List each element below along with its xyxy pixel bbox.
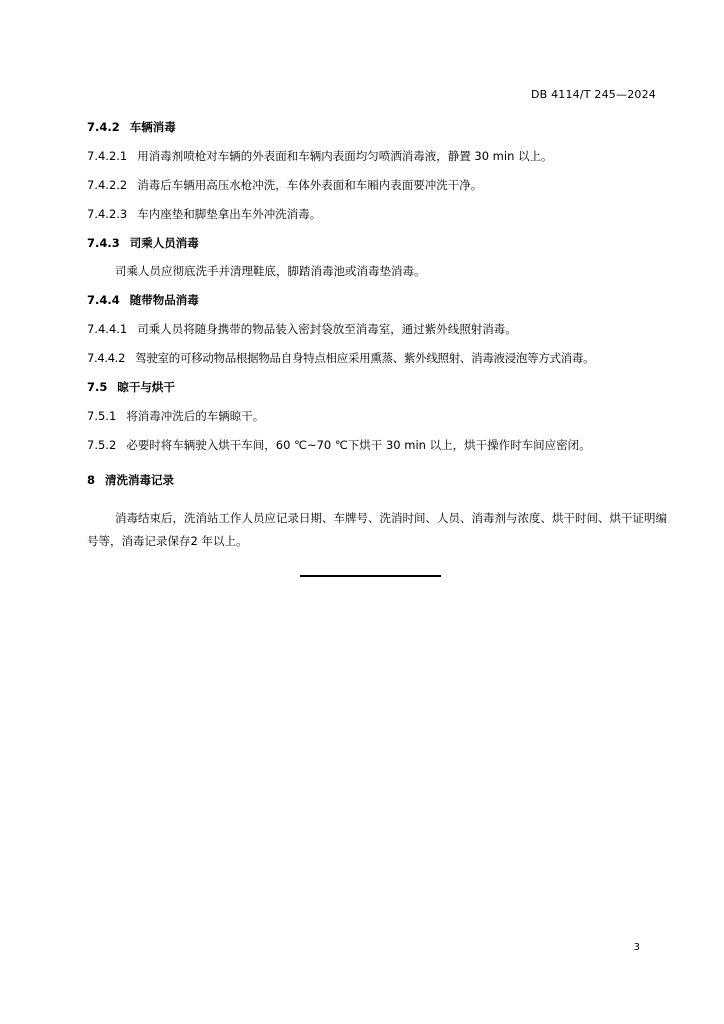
section-title: 随带物品消毒 (129, 293, 199, 307)
record-paragraph: 消毒结束后，洗消站工作人员应记录日期、车牌号、洗消时间、人员、消毒剂与浓度、烘干时间、烘干证明编号等，消毒记录保存2 年以上。 (87, 511, 667, 548)
clause-text: 车内座垫和脚垫拿出车外冲洗消毒。 (137, 207, 322, 221)
clause-text: 司乘人员将随身携带的物品装入密封袋放至消毒室，通过紫外线照射消毒。 (137, 322, 517, 336)
clause-number: 7.4.4.1 (87, 322, 128, 336)
clause-7-5-1 (87, 407, 264, 425)
clause-7-4-2-2 (87, 176, 482, 194)
section-title: 司乘人员消毒 (129, 236, 199, 250)
end-of-document-rule (300, 575, 441, 577)
clause-text: 将消毒冲洗后的车辆晾干。 (126, 409, 265, 423)
clause-7-4-2-1 (87, 147, 553, 165)
paragraph-7-4-3 (87, 262, 426, 280)
paragraph-text: 司乘人员应彻底洗手并清理鞋底，脚踏消毒池或消毒垫消毒。 (115, 264, 426, 278)
clause-7-5-2 (87, 436, 591, 454)
clause-7-4-2-3 (87, 205, 321, 223)
clause-number: 7.5.1 (87, 409, 117, 423)
clause-text: 消毒后车辆用高压水枪冲洗，车体外表面和车厢内表面要冲洗干净。 (137, 178, 483, 192)
section-title: 车辆消毒 (129, 120, 176, 134)
section-title: 晾干与烘干 (117, 380, 175, 394)
section-number: 8 (87, 473, 96, 487)
section-number: 7.4.2 (87, 120, 120, 134)
clause-number: 7.4.2.3 (87, 207, 128, 221)
clause-number: 7.5.2 (87, 438, 117, 452)
clause-text: 用消毒剂喷枪对车辆的外表面和车辆内表面均匀喷洒消毒液，静置 30 min 以上。 (137, 149, 553, 163)
clause-number: 7.4.2.1 (87, 149, 128, 163)
clause-text: 必要时将车辆驶入烘干车间，60 ℃~70 ℃下烘干 30 min 以上，烘干操作时车间应密闭。 (126, 438, 591, 452)
clause-text: 驾驶室的可移动物品根据物品自身特点相应采用熏蒸、紫外线照射、消毒液浸泡等方式消毒。 (135, 351, 595, 365)
section-number: 7.5 (87, 380, 108, 394)
section-title: 清洗消毒记录 (105, 473, 175, 487)
section-heading-7-4-3 (87, 234, 199, 252)
section-heading-7-4-4 (87, 291, 199, 309)
clause-7-4-4-2 (87, 349, 594, 367)
section-number: 7.4.4 (87, 293, 120, 307)
clause-7-4-4-1 (87, 320, 517, 338)
section-heading-8 (87, 471, 174, 489)
standard-code: DB 4114/T 245—2024 (530, 88, 656, 101)
clause-number: 7.4.4.2 (87, 351, 126, 365)
section-number: 7.4.3 (87, 236, 120, 250)
section-heading-7-5 (87, 378, 175, 396)
clause-number: 7.4.2.2 (87, 178, 128, 192)
section-heading-7-4-2 (87, 118, 176, 136)
page-number: 3 (633, 942, 640, 953)
